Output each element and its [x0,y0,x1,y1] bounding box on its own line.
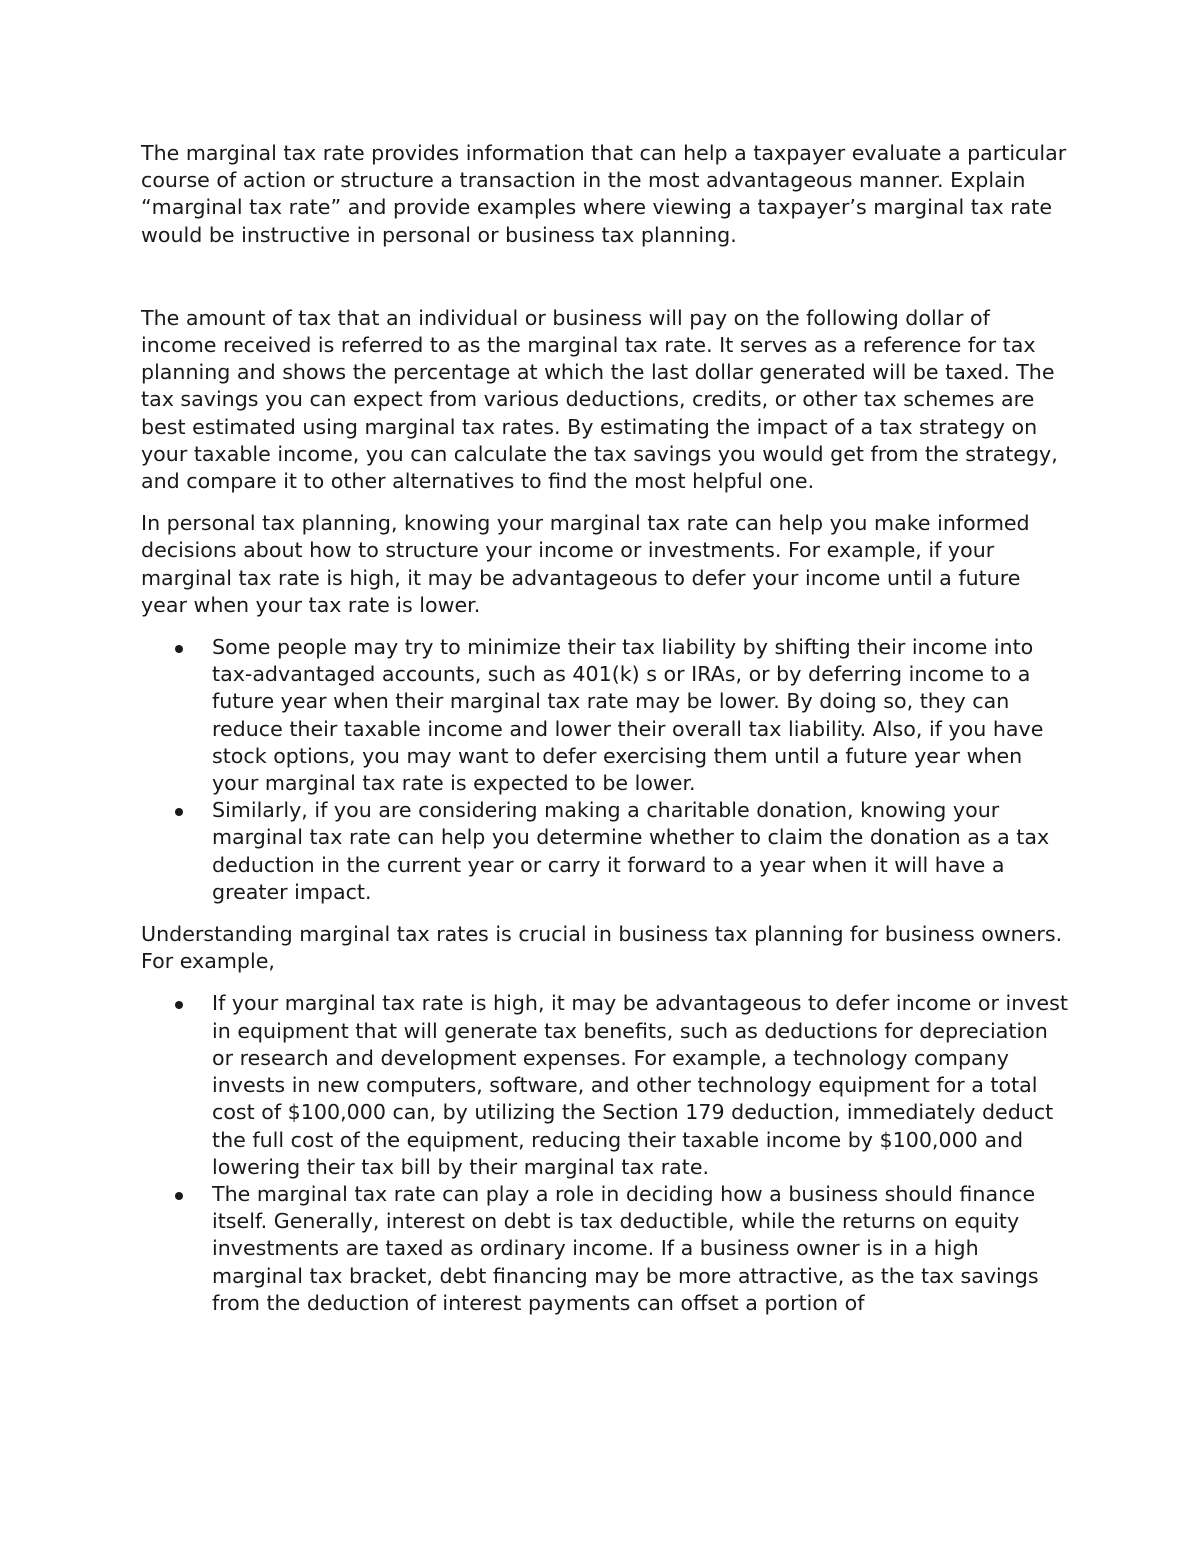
personal-planning-list [141,634,1071,906]
assignment-question: The marginal tax rate provides information that can help a taxpayer evaluate a particular course of action or structure a transaction in the most advantageous manner. Explain “marginal tax rate” and provide examples where viewing a taxpayer’s marginal tax rate would be instructive in personal or business tax planning. [141,141,1067,247]
list-item-text: Similarly, if you are considering making a charitable donation, knowing your marginal tax rate can help you determine whether to claim the donation as a tax deduction in the current year or carry it forward to a year when it will have a greater impact. [212,798,1050,904]
list-item [212,1181,1071,1317]
list-item [212,797,1071,906]
business-planning-paragraph: Understanding marginal tax rates is crucial in business tax planning for business owners. For example, [141,922,1063,974]
bullet-icon [175,808,183,816]
list-item [212,634,1071,797]
definition-paragraph: The amount of tax that an individual or business will pay on the following dollar of income received is referred to as the marginal tax rate. It serves as a reference for tax planning and shows the percentage at which the last dollar generated will be taxed. The tax savings you can expect from various deductions, credits, or other tax schemes are best estimated using marginal tax rates. By estimating the impact of a tax strategy on your taxable income, you can calculate the tax savings you would get from the strategy, and compare it to other alternatives to find the most helpful one. [141,305,1058,494]
document-body [141,140,1071,1332]
list-item-text: Some people may try to minimize their tax liability by shifting their income into tax-advantaged accounts, such as 401(k) s or IRAs, or by deferring income to a future year when their marginal tax rate may be lower. By doing so, they can reduce their taxable income and lower their overall tax liability. Also, if you have stock options, you may want to defer exercising them until a future year when your marginal tax rate is expected to be lower. [212,635,1044,796]
list-item [212,990,1071,1180]
list-item-text: The marginal tax rate can play a role in deciding how a business should finance itself. Generally, interest on debt is tax deductible, while the returns on equity investments are taxed as ordinary income. If a business owner is in a high marginal tax bracket, debt financing may be more attractive, as the tax savings from the deduction of interest payments can offset a portion of [212,1181,1039,1315]
business-planning-list [141,990,1071,1316]
personal-planning-paragraph: In personal tax planning, knowing your marginal tax rate can help you make informed decisions about how to structure your income or investments. For example, if your marginal tax rate is high, it may be advantageous to defer your income until a future year when your tax rate is lower. [141,511,1030,617]
list-item-text: If your marginal tax rate is high, it may be advantageous to defer income or invest in equipment that will generate tax benefits, such as deductions for depreciation or research and development expenses. For example, a technology company invests in new computers, software, and other technology equipment for a total cost of $100,000 can, by utilizing the Section 179 deduction, immediately deduct the full cost of the equipment, reducing their taxable income by $100,000 and lowering their tax bill by their marginal tax rate. [212,991,1068,1179]
bullet-icon [175,1192,183,1200]
bullet-icon [175,645,183,653]
bullet-icon [175,1001,183,1009]
